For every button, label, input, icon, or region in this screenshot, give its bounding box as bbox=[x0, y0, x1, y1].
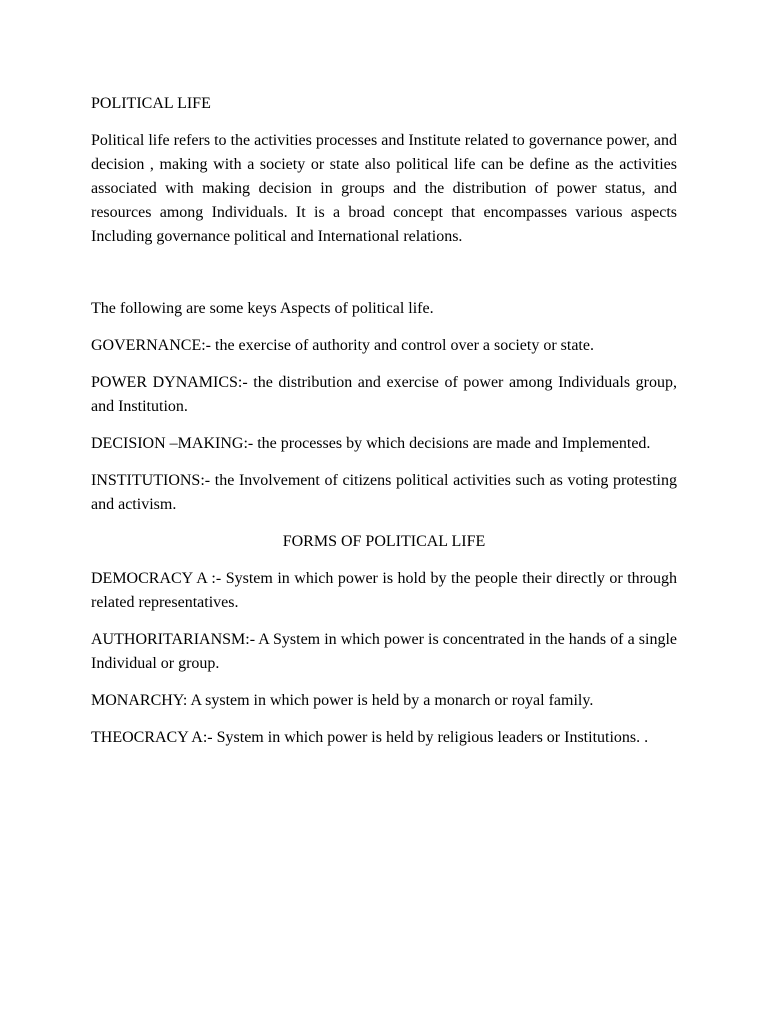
document-title: POLITICAL LIFE bbox=[91, 95, 211, 112]
form-authoritarianism: AUTHORITARIANSM:- A System in which power is concentrated in the hands of a single Individual or group. bbox=[91, 631, 677, 672]
aspect-decision-making: DECISION –MAKING:- the processes by which decisions are made and Implemented. bbox=[91, 435, 651, 452]
intro-paragraph: Political life refers to the activities processes and Institute related to governance power, and decision , making with a society or state also political life can be define as the activities associated with making decision in groups and the distribution of power status, and resources among Individuals. It is a broad concept that encompasses various aspects Including governance political and International relations. bbox=[91, 132, 677, 245]
document-body bbox=[91, 92, 677, 763]
form-monarchy: MONARCHY: A system in which power is held by a monarch or royal family. bbox=[91, 692, 594, 709]
aspect-institutions: INSTITUTIONS:- the Involvement of citizens political activities such as voting protesting and activism. bbox=[91, 472, 677, 513]
aspects-heading: The following are some keys Aspects of political life. bbox=[91, 300, 434, 317]
forms-heading: FORMS OF POLITICAL LIFE bbox=[282, 533, 486, 550]
aspect-governance: GOVERNANCE:- the exercise of authority and control over a society or state. bbox=[91, 337, 594, 354]
blank-line bbox=[91, 262, 677, 297]
aspect-power-dynamics: POWER DYNAMICS:- the distribution and exercise of power among Individuals group, and Institution. bbox=[91, 374, 677, 415]
form-theocracy: THEOCRACY A:- System in which power is held by religious leaders or Institutions. . bbox=[91, 729, 649, 746]
form-democracy: DEMOCRACY A :- System in which power is hold by the people their directly or through related representatives. bbox=[91, 570, 677, 611]
